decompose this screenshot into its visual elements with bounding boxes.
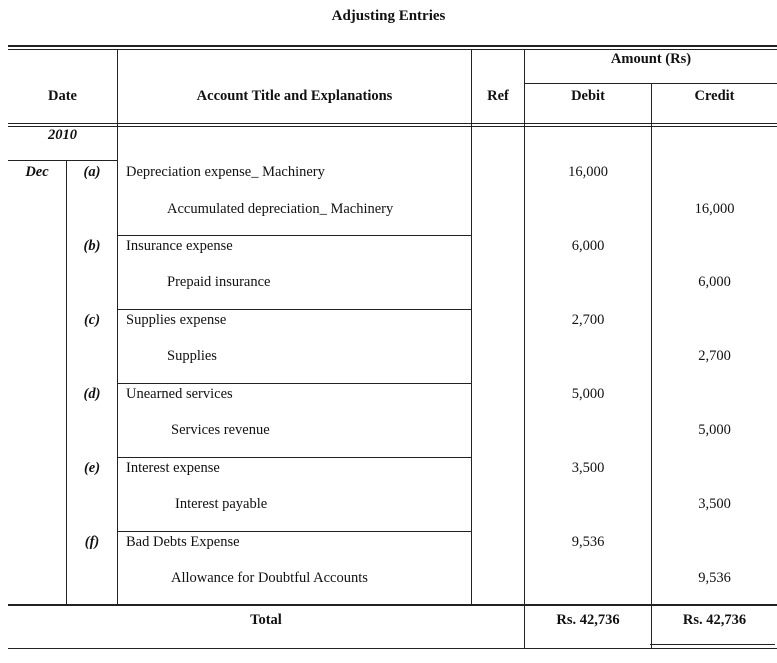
credit-amount: 3,500 bbox=[698, 496, 731, 512]
credit-account: Accumulated depreciation_ Machinery bbox=[167, 201, 394, 217]
col-sep-ref bbox=[471, 49, 472, 605]
bottom-rule bbox=[8, 648, 777, 649]
total-debit: Rs. 42,736 bbox=[556, 612, 620, 628]
entry-sep bbox=[118, 309, 471, 310]
debit-account: Unearned services bbox=[126, 386, 233, 402]
header-amount: Amount (Rs) bbox=[610, 51, 692, 67]
header-date: Date bbox=[48, 88, 77, 104]
credit-account: Allowance for Doubtful Accounts bbox=[171, 570, 368, 586]
entry-label: (f) bbox=[84, 534, 100, 550]
col-sep-credit bbox=[651, 83, 652, 649]
entry-sep bbox=[118, 457, 471, 458]
credit-account: Supplies bbox=[167, 348, 217, 364]
top-rule-2 bbox=[8, 49, 777, 50]
top-rule bbox=[8, 45, 777, 47]
debit-amount: 9,536 bbox=[571, 534, 605, 550]
credit-amount: 2,700 bbox=[698, 348, 731, 364]
credit-double-underline bbox=[650, 644, 775, 645]
year-rule bbox=[8, 160, 118, 161]
month-label: Dec bbox=[25, 164, 49, 180]
credit-account: Interest payable bbox=[175, 496, 268, 512]
entry-sep bbox=[118, 531, 471, 532]
entry-label: (c) bbox=[83, 312, 101, 328]
debit-account: Depreciation expense_ Machinery bbox=[126, 164, 325, 180]
credit-amount: 9,536 bbox=[698, 570, 731, 586]
col-sep-debit bbox=[524, 49, 525, 649]
debit-amount: 5,000 bbox=[571, 386, 605, 402]
header-debit: Debit bbox=[571, 88, 605, 104]
debit-amount: 16,000 bbox=[568, 164, 608, 180]
credit-amount: 16,000 bbox=[694, 201, 735, 217]
entry-sep bbox=[118, 383, 471, 384]
credit-amount: 6,000 bbox=[698, 274, 731, 290]
debit-account: Bad Debts Expense bbox=[126, 534, 240, 550]
header-ref: Ref bbox=[487, 88, 509, 104]
entry-label: (e) bbox=[83, 460, 101, 476]
debit-account: Insurance expense bbox=[126, 238, 233, 254]
year-label: 2010 bbox=[48, 127, 77, 143]
entry-label: (b) bbox=[83, 238, 101, 254]
total-top-rule bbox=[8, 604, 777, 606]
credit-account: Services revenue bbox=[171, 422, 270, 438]
header-rule-2 bbox=[8, 126, 777, 127]
entry-sep bbox=[118, 235, 471, 236]
col-sep-date bbox=[117, 49, 118, 605]
page-title: Adjusting Entries bbox=[331, 8, 446, 24]
header-rule bbox=[8, 123, 777, 124]
credit-account: Prepaid insurance bbox=[167, 274, 271, 290]
header-account: Account Title and Explanations bbox=[196, 88, 393, 104]
header-credit: Credit bbox=[694, 88, 735, 104]
debit-amount: 6,000 bbox=[571, 238, 605, 254]
total-label: Total bbox=[250, 612, 282, 628]
debit-account: Supplies expense bbox=[126, 312, 227, 328]
debit-amount: 3,500 bbox=[571, 460, 605, 476]
total-credit: Rs. 42,736 bbox=[682, 612, 747, 628]
entry-label: (a) bbox=[83, 164, 101, 180]
entry-label: (d) bbox=[83, 386, 101, 402]
debit-amount: 2,700 bbox=[571, 312, 605, 328]
credit-amount: 5,000 bbox=[698, 422, 731, 438]
debit-account: Interest expense bbox=[126, 460, 220, 476]
